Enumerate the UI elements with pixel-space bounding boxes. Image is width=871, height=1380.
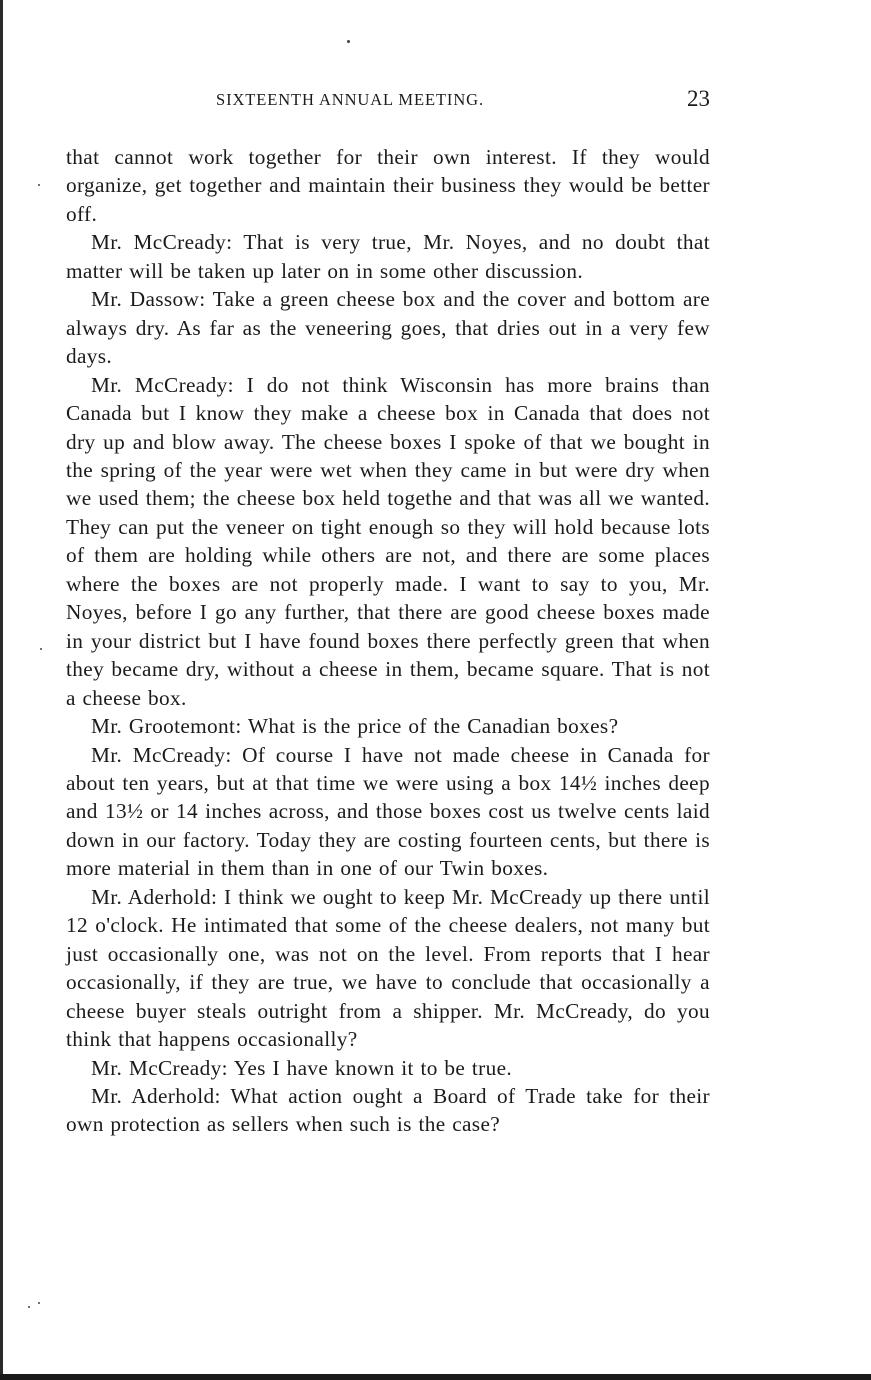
ink-speck <box>40 648 42 650</box>
body-text <box>66 143 710 1139</box>
ink-speck <box>38 184 40 186</box>
paragraph-mccready-3: Mr. McCready: Of course I have not made cheese in Canada for about ten years, but at that time we were using a box 14½ inches deep and 13½ or 14 inches across, and those boxes cost us twelve cents laid down in our factory. Today they are costing fourteen cents, but there is more material in them than in one of our Twin boxes. <box>66 742 710 881</box>
page-header <box>66 86 710 116</box>
paragraph-mccready-2: Mr. McCready: I do not think Wisconsin has more brains than Canada but I know they make a cheese box in Canada that does not dry up and blow away. The cheese boxes I spoke of that we bought in the spring of the year were wet when they came in but were dry when we used them; the cheese box held togethe and that was all we wanted. They can put the veneer on tight enough so they will hold because lots of them are holding while others are not, and there are some places where the boxes are not properly made. I want to say to you, Mr. Noyes, before I go any further, that there are good cheese boxes made in your district but I have found boxes there perfectly green that when they became dry, without a cheese in them, became square. That is not a cheese box. <box>66 372 710 710</box>
page-number: 23 <box>687 86 710 111</box>
paragraph-dassow: Mr. Dassow: Take a green cheese box and the cover and bottom are always dry. As far as the veneering goes, that dries out in a very few days. <box>66 287 710 369</box>
ink-speck <box>347 40 350 43</box>
paragraph-mccready-4: Mr. McCready: Yes I have known it to be true. <box>91 1055 513 1080</box>
paragraph-aderhold-2: Mr. Aderhold: What action ought a Board of Trade take for their own protection as sellers when such is the case? <box>66 1083 710 1137</box>
paragraph-grootemont: Mr. Grootemont: What is the price of the Canadian boxes? <box>91 714 619 739</box>
scan-edge-bottom <box>0 1374 871 1380</box>
paragraph-mccready-1: Mr. McCready: That is very true, Mr. Noyes, and no doubt that matter will be taken up later on in some other discussion. <box>66 230 710 283</box>
ink-speck <box>38 1302 40 1304</box>
paragraph-continuation: that cannot work together for their own interest. If they would organize, get together and maintain their business they would be better off. <box>66 145 710 226</box>
scan-edge-left <box>0 0 3 1380</box>
running-title: SIXTEENTH ANNUAL MEETING. <box>216 90 484 109</box>
ink-speck <box>28 1306 30 1308</box>
paragraph-aderhold-1: Mr. Aderhold: I think we ought to keep Mr. McCready up there until 12 o'clock. He intimated that some of the cheese dealers, not many but just occasionally one, was not on the level. From reports that I hear occasionally, if they are true, we have to conclude that occasionally a cheese buyer steals outright from a shipper. Mr. McCready, do you think that happens occasionally? <box>66 884 710 1052</box>
